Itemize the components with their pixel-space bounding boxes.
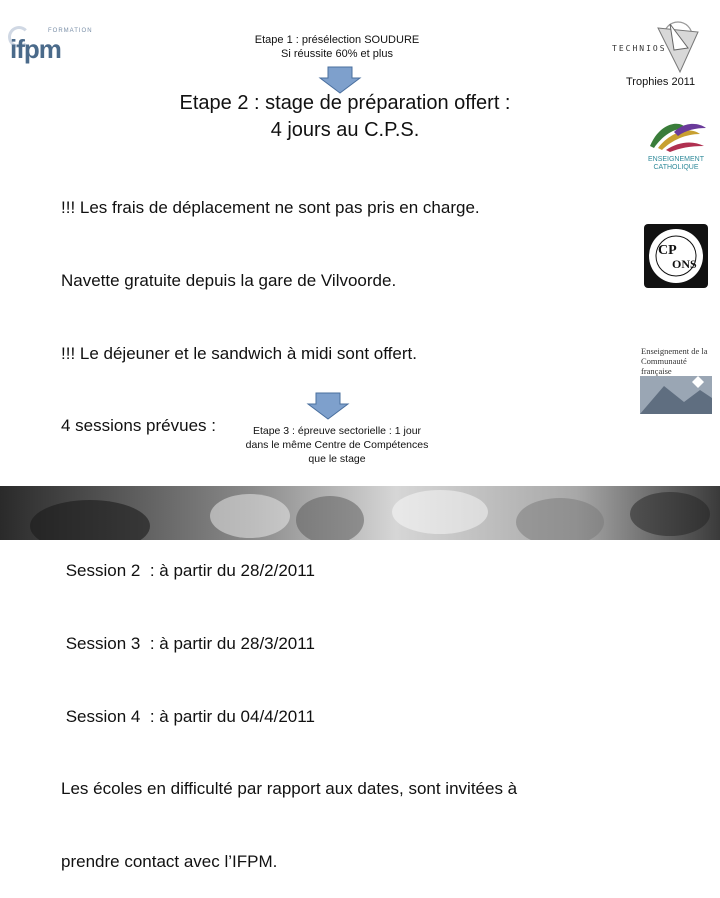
step3-line2: dans le même Centre de Compétences bbox=[245, 439, 429, 451]
step1-line1: Etape 1 : présélection SOUDURE bbox=[254, 34, 420, 46]
body-line: !!! Le déjeuner et le sandwich à midi sont offert. bbox=[61, 343, 417, 363]
communaute-francaise-text bbox=[641, 346, 711, 376]
session-line: Session 2 : à partir du 28/2/2011 bbox=[61, 561, 315, 581]
ifpm-logo bbox=[8, 20, 93, 66]
footer-photo bbox=[0, 486, 720, 540]
communaute-francaise-logo bbox=[640, 340, 712, 414]
step1-text bbox=[232, 33, 442, 61]
enseignement-catholique-logo bbox=[640, 118, 712, 176]
step2-line2: 4 jours au C.P.S. bbox=[270, 119, 420, 141]
session-line: Session 3 : à partir du 28/3/2011 bbox=[61, 634, 315, 654]
session-line: Session 4 : à partir du 04/4/2011 bbox=[61, 706, 315, 726]
fwb-line1: Enseignement de la bbox=[641, 346, 708, 356]
ifpm-logo-tagline: FORMATION bbox=[48, 28, 93, 34]
technios-logo bbox=[608, 14, 712, 76]
ifpm-logo-name: ifpm bbox=[10, 34, 61, 64]
svg-text:ONS: ONS bbox=[672, 257, 697, 271]
body-line: Navette gratuite depuis la gare de Vilvoorde. bbox=[61, 271, 397, 291]
body-line: prendre contact avec l’IFPM. bbox=[61, 851, 278, 871]
step3-line1: Etape 3 : épreuve sectorielle : 1 jour bbox=[252, 425, 422, 437]
enseignement-catholique-text bbox=[640, 156, 712, 172]
step2-heading bbox=[110, 90, 580, 144]
body-line: !!! Les frais de déplacement ne sont pas pris en charge. bbox=[61, 198, 480, 218]
body-line: Les écoles en difficulté par rapport aux dates, sont invitées à bbox=[61, 779, 518, 799]
step3-text bbox=[222, 424, 452, 466]
step1-line2: Si réussite 60% et plus bbox=[281, 48, 393, 60]
down-arrow-icon bbox=[306, 392, 350, 420]
body-line: 4 sessions prévues : bbox=[61, 416, 216, 436]
svg-text:CP: CP bbox=[658, 243, 677, 258]
leaf-icon bbox=[640, 118, 712, 158]
cpeons-seal-icon bbox=[644, 224, 708, 288]
step3-line3: que le stage bbox=[308, 453, 366, 465]
trophies-label: Trophies 2011 bbox=[626, 76, 696, 88]
enseignement-line2: CATHOLIQUE bbox=[653, 164, 699, 171]
step2-line1: Etape 2 : stage de préparation offert : bbox=[179, 92, 511, 114]
fwb-line2: Communauté française bbox=[641, 356, 687, 376]
enseignement-line1: ENSEIGNEMENT bbox=[647, 156, 704, 163]
cpeons-logo bbox=[644, 224, 708, 288]
technios-wordmark: TECHNIOS bbox=[612, 44, 667, 53]
